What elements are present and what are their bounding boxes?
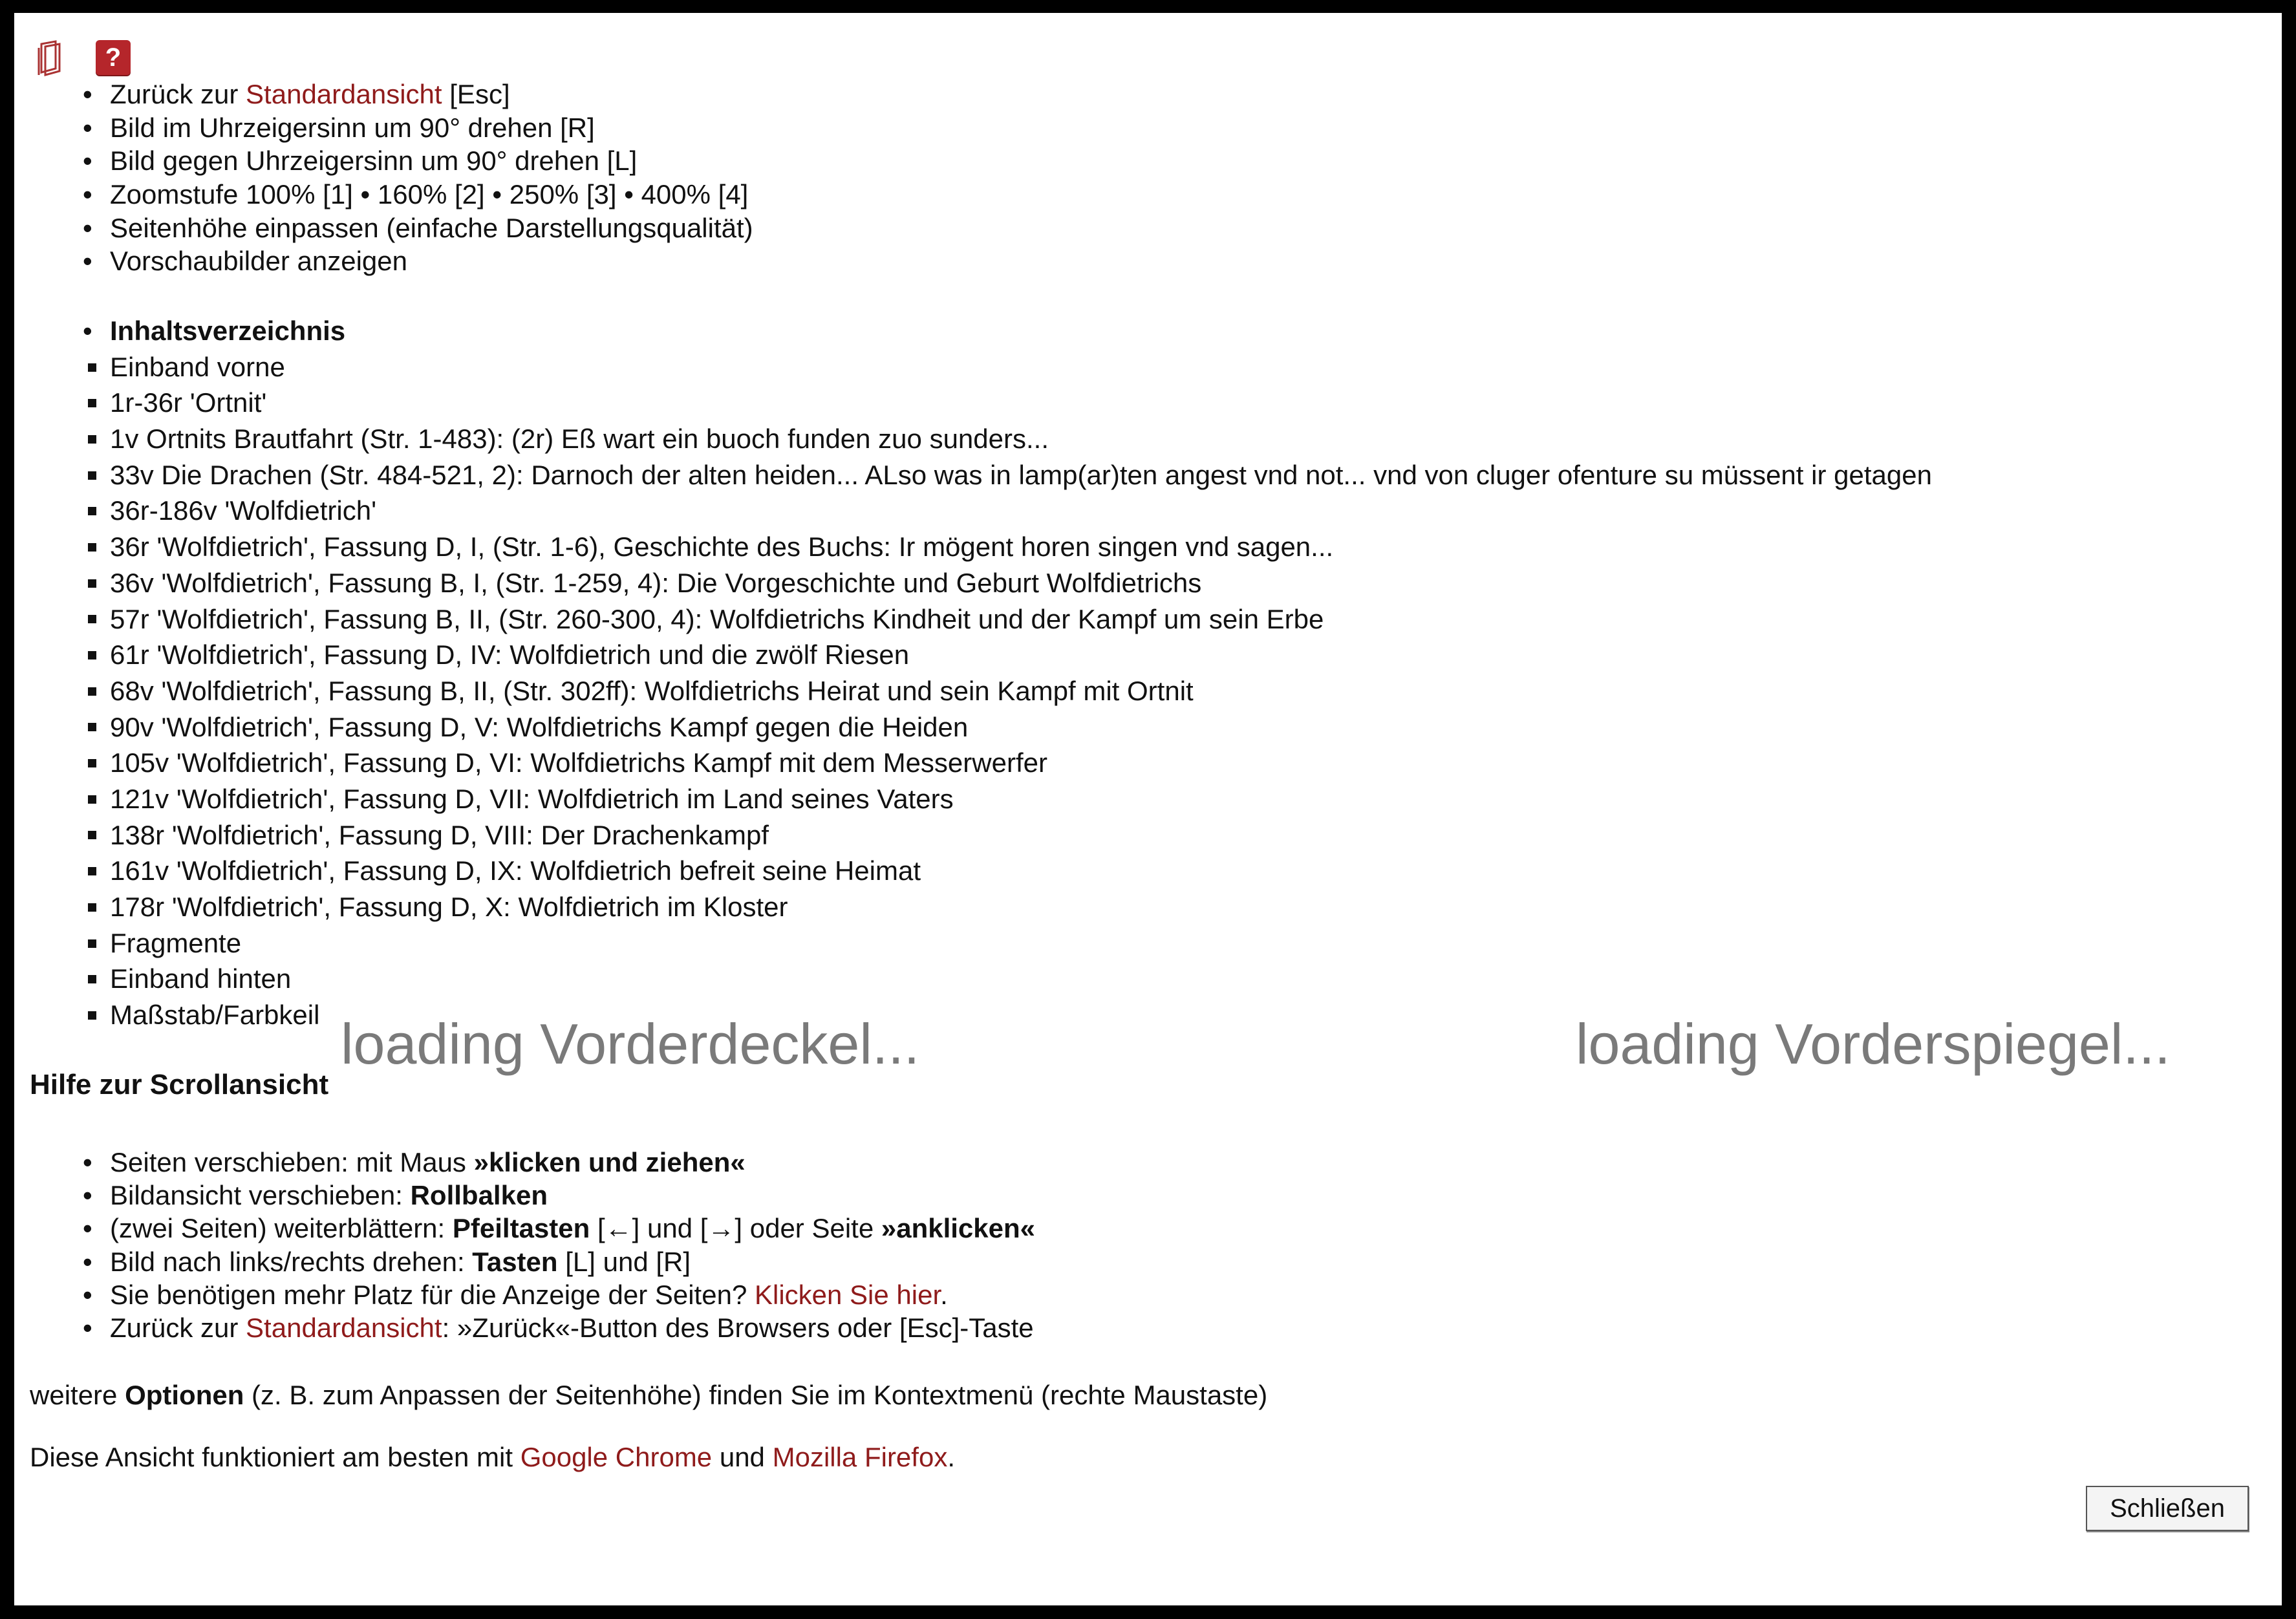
- note-text: .: [947, 1442, 955, 1472]
- toc-item[interactable]: 1r-36r 'Ortnit': [14, 385, 1932, 421]
- view-option-item[interactable]: [14, 144, 753, 178]
- note-emphasis: Optionen: [125, 1380, 244, 1410]
- toc-item[interactable]: 105v 'Wolfdietrich', Fassung D, VI: Wolfdietrichs Kampf mit dem Messerwerfer: [14, 745, 1932, 781]
- help-item-text: [←] und [→] oder Seite: [590, 1213, 881, 1244]
- help-item-text: (zwei Seiten) weiterblättern:: [110, 1213, 453, 1244]
- help-link[interactable]: Klicken Sie hier: [754, 1279, 941, 1310]
- loading-left-page: loading Vorderdeckel...: [341, 1012, 920, 1076]
- help-item-emphasis: Tasten: [472, 1246, 558, 1277]
- help-item: [14, 1278, 1035, 1311]
- help-item: [14, 1179, 1035, 1212]
- note-text: weitere: [30, 1380, 125, 1410]
- view-option-item[interactable]: [14, 178, 753, 211]
- browser-link[interactable]: Google Chrome: [520, 1442, 713, 1472]
- help-item: [14, 1146, 1035, 1179]
- note-text: und: [712, 1442, 773, 1472]
- note-text: (z. B. zum Anpassen der Seitenhöhe) finden Sie im Kontextmenü (rechte Maustaste): [244, 1380, 1268, 1410]
- toc-item[interactable]: 90v 'Wolfdietrich', Fassung D, V: Wolfdietrichs Kampf gegen die Heiden: [14, 709, 1932, 745]
- toc-item[interactable]: 36r-186v 'Wolfdietrich': [14, 493, 1932, 529]
- options-note: [30, 1377, 1267, 1413]
- browser-note: [30, 1439, 955, 1475]
- view-option-item[interactable]: [14, 111, 753, 145]
- help-item: [14, 1212, 1035, 1245]
- view-option-text: Zoomstufe 100% [1] • 160% [2] • 250% [3] • 400% [4]: [110, 179, 749, 210]
- view-option-text: Seitenhöhe einpassen (einfache Darstellungsqualität): [110, 212, 753, 243]
- toc-list: [14, 313, 1932, 1033]
- help-link[interactable]: Standardansicht: [246, 1312, 442, 1343]
- view-option-shortcut: [Esc]: [442, 79, 510, 109]
- book-icon[interactable]: [36, 40, 65, 76]
- help-item: [14, 1311, 1035, 1344]
- toc-title: • Inhaltsverzeichnis: [14, 313, 1932, 349]
- toc-item[interactable]: 121v 'Wolfdietrich', Fassung D, VII: Wolfdietrich im Land seines Vaters: [14, 781, 1932, 817]
- view-option-text: Vorschaubilder anzeigen: [110, 246, 407, 277]
- toc-item[interactable]: 68v 'Wolfdietrich', Fassung B, II, (Str. 302ff): Wolfdietrichs Heirat und sein Kampf mit Ortnit: [14, 673, 1932, 709]
- toc-item[interactable]: 61r 'Wolfdietrich', Fassung D, IV: Wolfdietrich und die zwölf Riesen: [14, 637, 1932, 673]
- toc-item[interactable]: Fragmente: [14, 925, 1932, 961]
- help-item-text: Sie benötigen mehr Platz für die Anzeige der Seiten?: [110, 1279, 755, 1310]
- help-item-text: Bild nach links/rechts drehen:: [110, 1246, 473, 1277]
- view-options-list: [14, 78, 753, 278]
- help-item-text: [L] und [R]: [557, 1246, 691, 1277]
- help-item-text: Zurück zur: [110, 1312, 246, 1343]
- help-dialog: [14, 13, 2282, 1605]
- toc-item[interactable]: 1v Ortnits Brautfahrt (Str. 1-483): (2r) Eß wart ein buoch funden zuo sunders...: [14, 421, 1932, 457]
- help-item-text: Bildansicht verschieben:: [110, 1180, 411, 1211]
- toc-item[interactable]: 57r 'Wolfdietrich', Fassung B, II, (Str. 260-300, 4): Wolfdietrichs Kindheit und der Kampf um sein Erbe: [14, 601, 1932, 638]
- close-button[interactable]: Schließen: [2086, 1486, 2249, 1531]
- toc-item[interactable]: 138r 'Wolfdietrich', Fassung D, VIII: Der Drachenkampf: [14, 817, 1932, 853]
- help-item-text: .: [940, 1279, 948, 1310]
- bullet: •: [83, 316, 92, 346]
- toc-item[interactable]: Maßstab/Farbkeil: [14, 997, 1932, 1033]
- toc-item[interactable]: Einband vorne: [14, 349, 1932, 385]
- browser-link[interactable]: Mozilla Firefox: [772, 1442, 948, 1472]
- help-item-emphasis: Rollbalken: [410, 1180, 548, 1211]
- help-item-emphasis: »anklicken«: [881, 1213, 1036, 1244]
- view-option-item[interactable]: [14, 211, 753, 245]
- toc-item[interactable]: 36v 'Wolfdietrich', Fassung B, I, (Str. 1-259, 4): Die Vorgeschichte und Geburt Wolfdietrichs: [14, 565, 1932, 601]
- help-list: [14, 1146, 1035, 1344]
- help-item: [14, 1245, 1035, 1278]
- help-item-emphasis: »klicken und ziehen«: [473, 1147, 746, 1177]
- view-option-item[interactable]: [14, 244, 753, 278]
- help-heading: Hilfe zur Scrollansicht: [30, 1069, 329, 1100]
- view-option-item[interactable]: [14, 78, 753, 111]
- note-text: Diese Ansicht funktioniert am besten mit: [30, 1442, 520, 1472]
- loading-right-page: loading Vorderspiegel...: [1576, 1012, 2171, 1076]
- toc-item[interactable]: Einband hinten: [14, 961, 1932, 997]
- view-option-text: Zurück zur: [110, 79, 246, 109]
- toc-item[interactable]: 161v 'Wolfdietrich', Fassung D, IX: Wolfdietrich befreit seine Heimat: [14, 853, 1932, 889]
- help-icon[interactable]: ?: [96, 40, 131, 75]
- toc-item[interactable]: 33v Die Drachen (Str. 484-521, 2): Darnoch der alten heiden... ALso was in lamp(ar)ten angest vnd not... vnd von cluger ofenture su müssent ir getagen: [14, 457, 1932, 493]
- toc-item[interactable]: 178r 'Wolfdietrich', Fassung D, X: Wolfdietrich im Kloster: [14, 889, 1932, 925]
- view-option-text: Bild im Uhrzeigersinn um 90° drehen [R]: [110, 112, 595, 143]
- view-option-text: Bild gegen Uhrzeigersinn um 90° drehen [L]: [110, 145, 638, 177]
- toc-item[interactable]: 36r 'Wolfdietrich', Fassung D, I, (Str. 1-6), Geschichte des Buchs: Ir mögent horen singen vnd sagen...: [14, 529, 1932, 565]
- help-item-text: Seiten verschieben: mit Maus: [110, 1147, 474, 1177]
- standardansicht-link[interactable]: Standardansicht: [246, 79, 442, 109]
- help-item-emphasis: Pfeiltasten: [452, 1213, 590, 1244]
- help-item-text: : »Zurück«-Button des Browsers oder [Esc]-Taste: [442, 1312, 1034, 1343]
